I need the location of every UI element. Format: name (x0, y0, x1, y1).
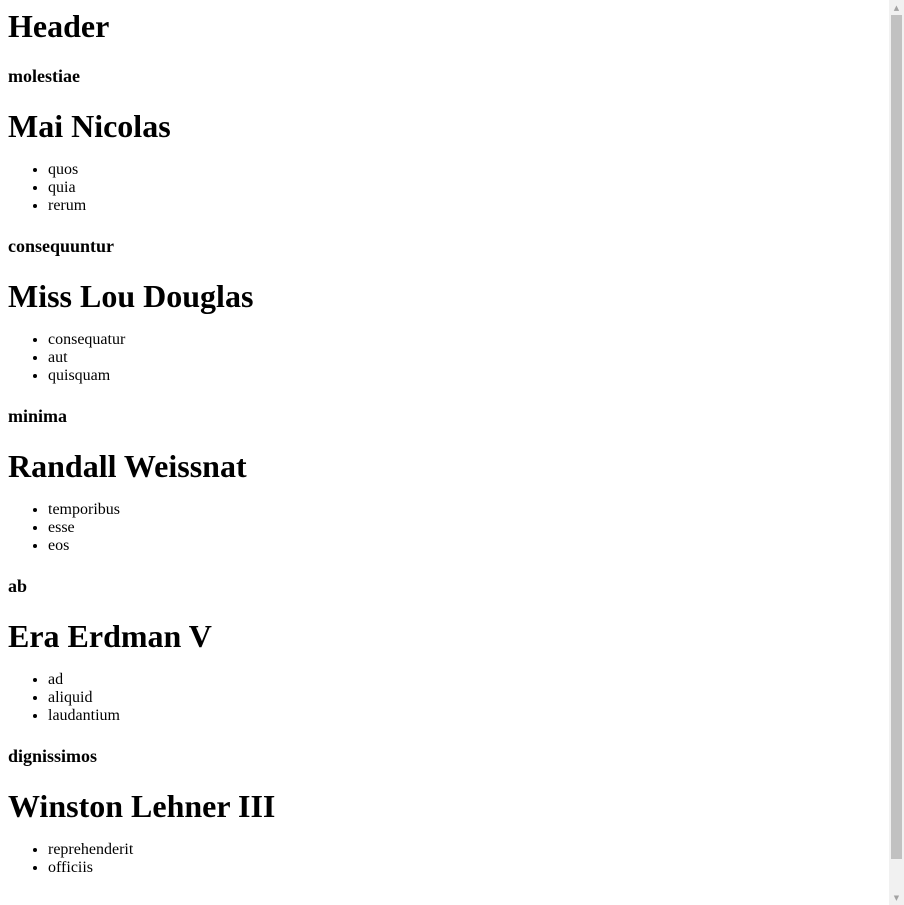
section-4 (8, 576, 881, 725)
section-3 (8, 406, 881, 555)
section-list (8, 161, 881, 215)
list-item: • quos (48, 161, 881, 179)
page-content (0, 8, 889, 877)
vertical-scrollbar[interactable] (889, 0, 904, 905)
section-list (8, 501, 881, 555)
section-kicker: consequuntur (8, 236, 115, 256)
list-item: • esse (48, 519, 881, 537)
list-item: • ad (48, 671, 881, 689)
section-title: Miss Lou Douglas (8, 278, 254, 314)
list-item: • rerum (48, 197, 881, 215)
scrollbar-thumb[interactable] (891, 15, 902, 859)
scroll-up-arrow-icon[interactable]: ▲ (893, 3, 900, 12)
section-kicker: minima (8, 406, 68, 426)
scroll-down-arrow-icon[interactable]: ▼ (893, 893, 900, 902)
section-list (8, 841, 881, 877)
list-item: • temporibus (48, 501, 881, 519)
list-item: • consequatur (48, 331, 881, 349)
section-5 (8, 746, 881, 877)
section-title: Era Erdman V (8, 618, 212, 654)
section-2 (8, 236, 881, 385)
page-header: Header (8, 8, 110, 44)
list-item: • quia (48, 179, 881, 197)
section-kicker: molestiae (8, 66, 80, 86)
section-list (8, 671, 881, 725)
section-kicker: dignissimos (8, 746, 98, 766)
section-title: Randall Weissnat (8, 448, 247, 484)
section-title: Mai Nicolas (8, 108, 171, 144)
list-item: • officiis (48, 859, 881, 877)
list-item: • quisquam (48, 367, 881, 385)
list-item: • aliquid (48, 689, 881, 707)
section-list (8, 331, 881, 385)
section-title: Winston Lehner III (8, 788, 276, 824)
list-item: • laudantium (48, 707, 881, 725)
list-item: • eos (48, 537, 881, 555)
list-item: • aut (48, 349, 881, 367)
section-kicker: ab (8, 576, 28, 596)
section-1 (8, 66, 881, 215)
list-item: • reprehenderit (48, 841, 881, 859)
